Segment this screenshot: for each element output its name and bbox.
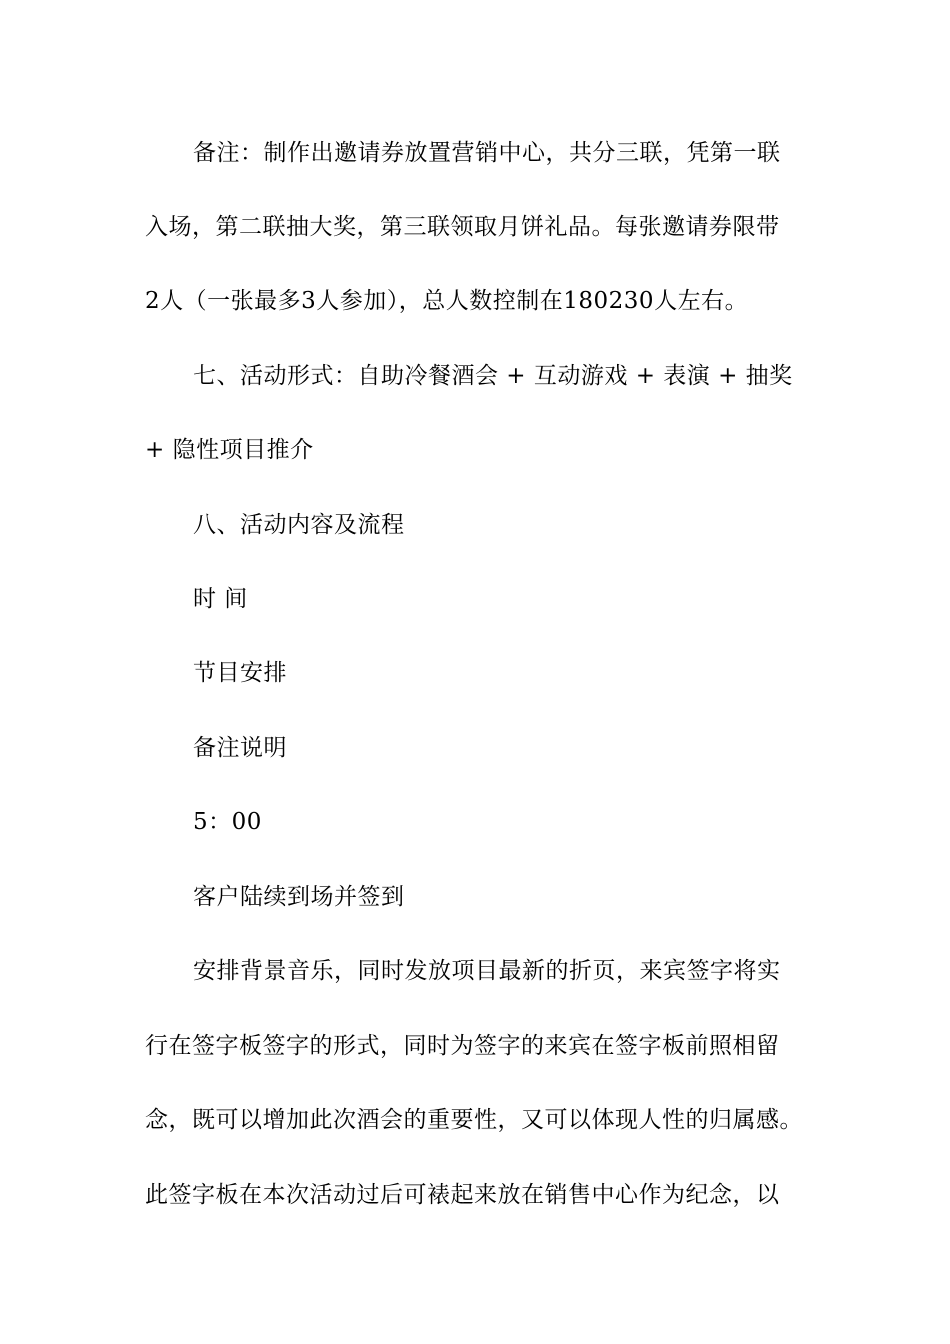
paragraph-line: + 隐性项目推介 <box>145 437 314 463</box>
section-heading-content-flow: 八、活动内容及流程 <box>193 512 405 538</box>
paragraph-line: 念，既可以增加此次酒会的重要性，又可以体现人性的归属感。 <box>145 1107 803 1133</box>
table-header-program: 节目安排 <box>193 660 287 686</box>
table-cell-program: 客户陆续到场并签到 <box>193 884 405 910</box>
table-header-time: 时 间 <box>193 586 248 612</box>
paragraph-line-notes: 备注：制作出邀请券放置营销中心，共分三联，凭第一联 <box>193 140 781 166</box>
table-cell-time: 5：00 <box>193 809 262 835</box>
paragraph-line-notes-detail: 安排背景音乐，同时发放项目最新的折页，来宾签字将实 <box>193 958 781 984</box>
table-header-notes: 备注说明 <box>193 735 287 761</box>
paragraph-line: 入场，第二联抽大奖，第三联领取月饼礼品。每张邀请券限带 <box>145 214 780 240</box>
paragraph-line: 行在签字板签字的形式，同时为签字的来宾在签字板前照相留 <box>145 1033 780 1059</box>
section-heading-activity-form: 七、活动形式：自助冷餐酒会 + 互动游戏 + 表演 + 抽奖 <box>193 363 793 389</box>
paragraph-line: 2人（一张最多3人参加），总人数控制在180230人左右。 <box>145 288 749 314</box>
paragraph-line: 此签字板在本次活动过后可裱起来放在销售中心作为纪念，以 <box>145 1182 780 1208</box>
